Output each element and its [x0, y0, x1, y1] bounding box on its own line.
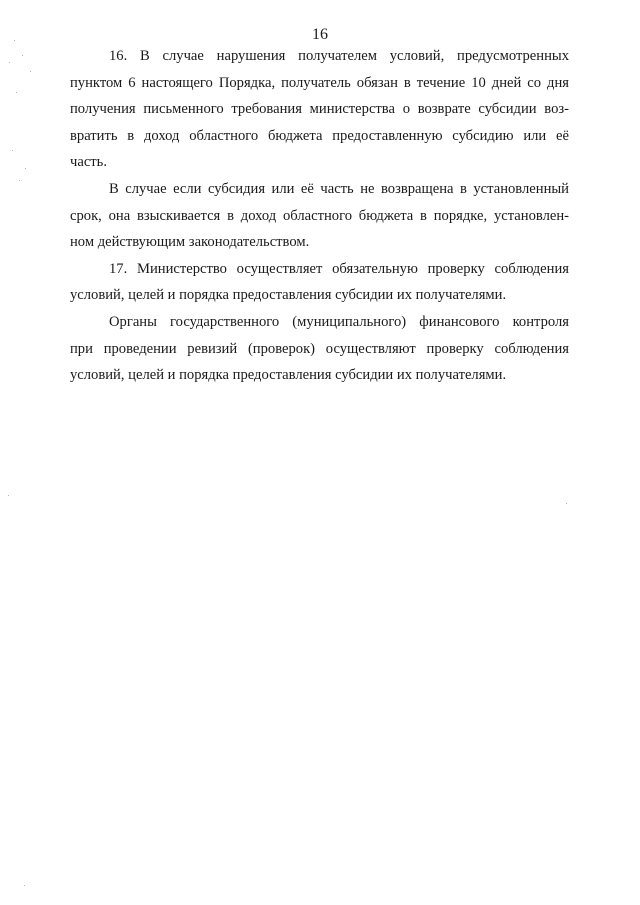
paragraph-line: вратить в доход областного бюджета предоставленную субсидию или её [70, 127, 569, 144]
page-number: 16 [312, 26, 328, 43]
paragraph-line: Органы государственного (муниципального) финансового контроля [109, 313, 569, 330]
paragraph-line: 16. В случае нарушения получателем условий, предусмотренных [109, 48, 569, 64]
paragraph-line: ном действующим законодательством. [70, 234, 310, 251]
paragraph-line: 17. Министерство осуществляет обязательную проверку соблюдения [109, 260, 569, 277]
paragraph-line: В случае если субсидия или её часть не возвращена в установленный [109, 180, 569, 197]
paragraph-return-recovery [70, 176, 569, 256]
paragraph-17 [70, 256, 569, 309]
paragraph-line: часть. [70, 154, 107, 171]
paragraph-line: получения письменного требования министерства о возврате субсидии воз- [70, 101, 569, 118]
paragraph-financial-control [70, 309, 569, 389]
paragraph-line: условий, целей и порядка предоставления субсидии их получателями. [70, 367, 507, 384]
paragraph-line: при проведении ревизий (проверок) осуществляют проверку соблюдения [70, 340, 569, 357]
paragraph-line: пунктом 6 настоящего Порядка, получатель обязан в течение 10 дней со дня [70, 74, 569, 91]
paragraph-16 [70, 43, 569, 176]
paragraph-line: условий, целей и порядка предоставления субсидии их получателями. [70, 287, 507, 304]
paragraph-line: срок, она взыскивается в доход областного бюджета в порядке, установлен- [70, 207, 569, 224]
document-body [70, 43, 569, 389]
